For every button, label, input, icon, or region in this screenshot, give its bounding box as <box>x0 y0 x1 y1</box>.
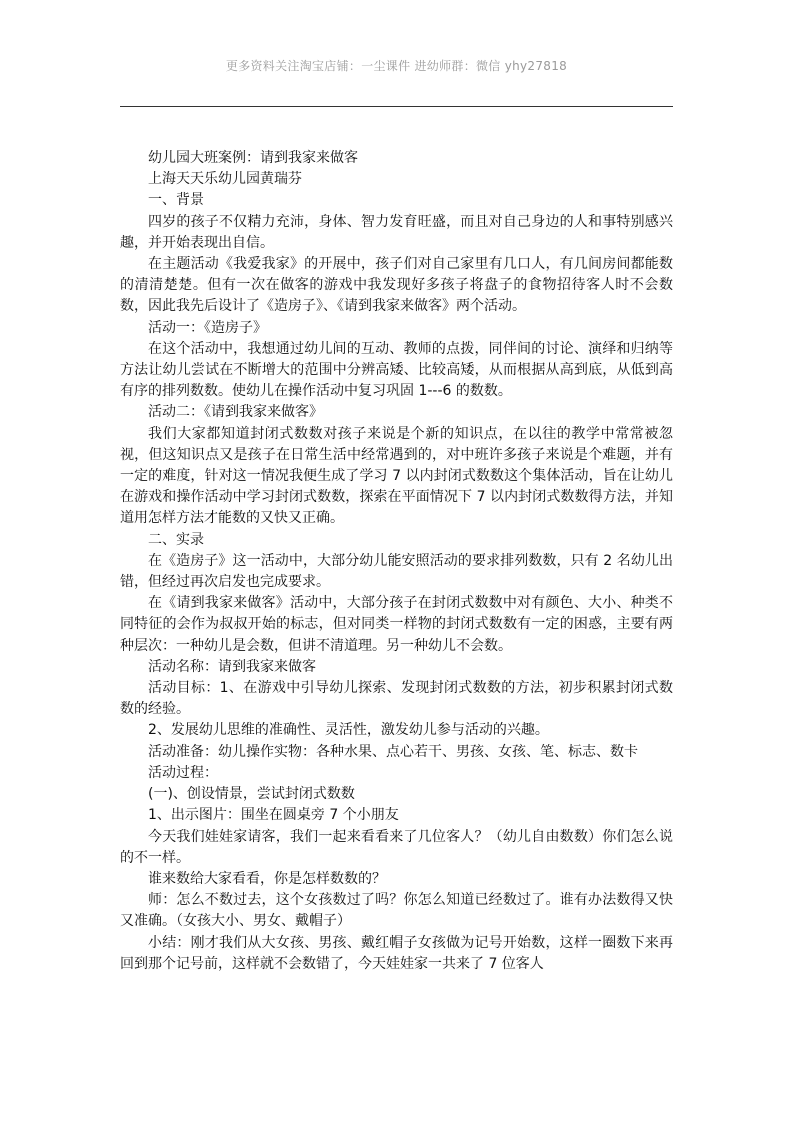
paragraph: 在《造房子》这一活动中，大部分幼儿能安照活动的要求排列数数，只有 2 名幼儿出错，但经过再次启发也完成要求。 <box>120 552 673 591</box>
activity-name: 活动名称：请到我家来做客 <box>148 658 316 675</box>
document-body <box>120 148 673 975</box>
activity-one-heading: 活动一：《造房子》 <box>148 319 267 336</box>
page-header: 更多资料关注淘宝店铺：一尘课件 进幼师群：微信 yhy27818 <box>225 59 568 73</box>
paragraph: 在主题活动《我爱我家》的开展中，孩子们对自己家里有几口人，有几间房间都能数的清清楚楚。但有一次在做客的游戏中我发现好多孩子将盘子的食物招待客人时不会数数，因此我先后设计了《造房子》、《请到我家来做客》两个活动。 <box>120 256 673 315</box>
activity-process-heading: 活动过程： <box>148 764 218 781</box>
paragraph: 在这个活动中，我想通过幼儿间的互动、教师的点拨，同伴间的讨论、演绎和归纳等方法让幼儿尝试在不断增大的范围中分辨高矮、比较高矮，从而根据从高到底，从低到高有序的排列数数。使幼儿在操作活动中复习巩固 1---6 的数数。 <box>120 340 673 400</box>
header-divider <box>120 106 673 107</box>
activity-two-heading: 活动二：《请到我家来做客》 <box>148 404 323 421</box>
document-title: 幼儿园大班案例：请到我家来做客 <box>148 150 358 166</box>
section-heading-record: 二、实录 <box>148 531 204 548</box>
activity-goal-1: 活动目标：1、在游戏中引导幼儿探索、发现封闭式数数的方法，初步积累封闭式数数的经验。 <box>120 680 673 718</box>
process-step-heading: (一)、创设情景，尝试封闭式数数 <box>148 786 355 803</box>
paragraph: 今天我们娃娃家请客，我们一起来看看来了几位客人？（幼儿自由数数）你们怎么说的不一样。 <box>120 828 673 866</box>
section-heading-background: 一、背景 <box>148 192 204 209</box>
paragraph: 在《请到我家来做客》活动中，大部分孩子在封闭式数数中对有颜色、大小、种类不同特征的会作为叔叔开始的标志，但对同类一样物的封闭式数数有一定的困惑，主要有两种层次：一种幼儿是会数，但讲不清道理。另一种幼儿不会数。 <box>120 595 673 654</box>
paragraph: 1、出示图片：围坐在圆桌旁 7 个小朋友 <box>148 807 399 824</box>
paragraph: 谁来数给大家看看，你是怎样数数的？ <box>148 870 386 887</box>
paragraph: 小结：刚才我们从大女孩、男孩、戴红帽子女孩做为记号开始数，这样一圈数下来再回到那个记号前，这样就不会数错了，今天娃娃家一共来了 7 位客人 <box>120 934 673 972</box>
paragraph: 四岁的孩子不仅精力充沛，身体、智力发育旺盛，而且对自己身边的人和事特别感兴趣，并开始表现出自信。 <box>120 213 673 251</box>
paragraph: 师：怎么不数过去，这个女孩数过了吗？你怎么知道已经数过了。谁有办法数得又快又准确。（女孩大小、男女、戴帽子） <box>120 892 673 930</box>
activity-preparation: 活动准备：幼儿操作实物：各种水果、点心若干、男孩、女孩、笔、标志、数卡 <box>148 743 638 760</box>
paragraph: 我们大家都知道封闭式数数对孩子来说是个新的知识点，在以往的教学中常常被忽视，但这知识点又是孩子在日常生活中经常遇到的，对中班许多孩子来说是个难题，并有一定的难度，针对这一情况我便生成了学习 7 以内封闭式数数这个集体活动，旨在让幼儿在游戏和操作活动中学习封闭式数数，探索在平面情况下 7 以内封闭式数数得方法，并知道用怎样方法才能数的又快又正确。 <box>120 425 673 527</box>
document-author: 上海天天乐幼儿园黄瑞芬 <box>148 171 302 188</box>
activity-goal-2: 2、发展幼儿思维的准确性、灵活性，激发幼儿参与活动的兴趣。 <box>148 722 549 739</box>
